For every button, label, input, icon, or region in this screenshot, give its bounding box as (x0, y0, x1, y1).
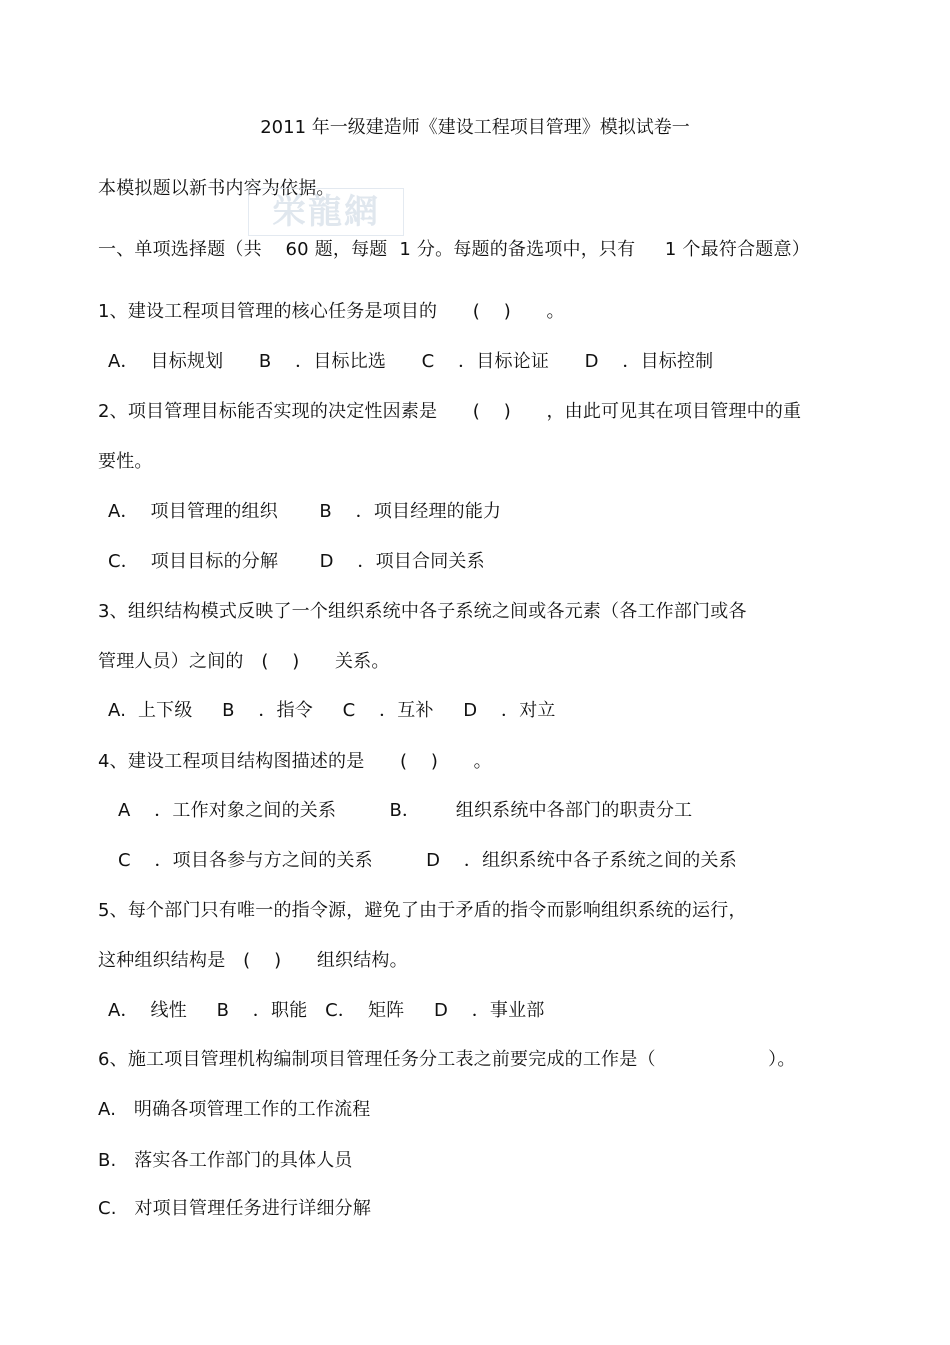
question-5-options: A． 线性 B ．职能 C． 矩阵 D ．事业部 (108, 1000, 545, 1021)
question-4-options-cd: C ．项目各参与方之间的关系 D ．组织系统中各子系统之间的关系 (118, 850, 737, 871)
question-1-options: A． 目标规划 B ．目标比选 C ．目标论证 D ．目标控制 (108, 351, 714, 372)
question-5: 5、每个部门只有唯一的指令源，避免了由于矛盾的指令而影响组织系统的运行， (98, 900, 747, 921)
question-4: 4、建设工程项目结构图描述的是 ( ) 。 (98, 751, 492, 772)
question-6: 6、施工项目管理机构编制项目管理任务分工表之前要完成的工作是（ ）。 (98, 1049, 796, 1070)
question-3-continued: 管理人员）之间的 ( ) 关系。 (98, 651, 390, 672)
question-6-option-c: C. 对项目管理任务进行详细分解 (98, 1198, 372, 1219)
watermark-stamp: 栄龍網 (248, 188, 404, 236)
question-5-continued: 这种组织结构是 ( ) 组织结构。 (98, 950, 408, 971)
question-2-options-cd: C． 项目目标的分解 D ．项目合同关系 (108, 551, 485, 572)
question-3-options: A. 上下级 B ．指令 C ．互补 D ．对立 (108, 700, 556, 721)
question-1: 1、建设工程项目管理的核心任务是项目的 ( ) 。 (98, 301, 565, 322)
question-4-options-ab: A ．工作对象之间的关系 B． 组织系统中各部门的职责分工 (118, 800, 693, 821)
intro-text: 本模拟题以新书内容为依据。 (98, 178, 335, 199)
section-heading: 一、单项选择题（共 60 题，每题 1 分。每题的备选项中，只有 1 个最符合题意） (98, 239, 810, 260)
question-3: 3、组织结构模式反映了一个组织系统中各子系统之间或各元素（各工作部门或各 (98, 601, 747, 622)
document-title: 2011 年一级建造师《建设工程项目管理》模拟试卷一 (260, 117, 690, 138)
question-2: 2、项目管理目标能否实现的决定性因素是 ( ) ，由此可见其在项目管理中的重 (98, 401, 802, 422)
question-2-options-ab: A． 项目管理的组织 B ．项目经理的能力 (108, 501, 502, 522)
question-2-continued: 要性。 (98, 451, 153, 472)
question-6-option-b: B. 落实各工作部门的具体人员 (98, 1150, 353, 1171)
question-6-option-a: A. 明确各项管理工作的工作流程 (98, 1099, 371, 1120)
